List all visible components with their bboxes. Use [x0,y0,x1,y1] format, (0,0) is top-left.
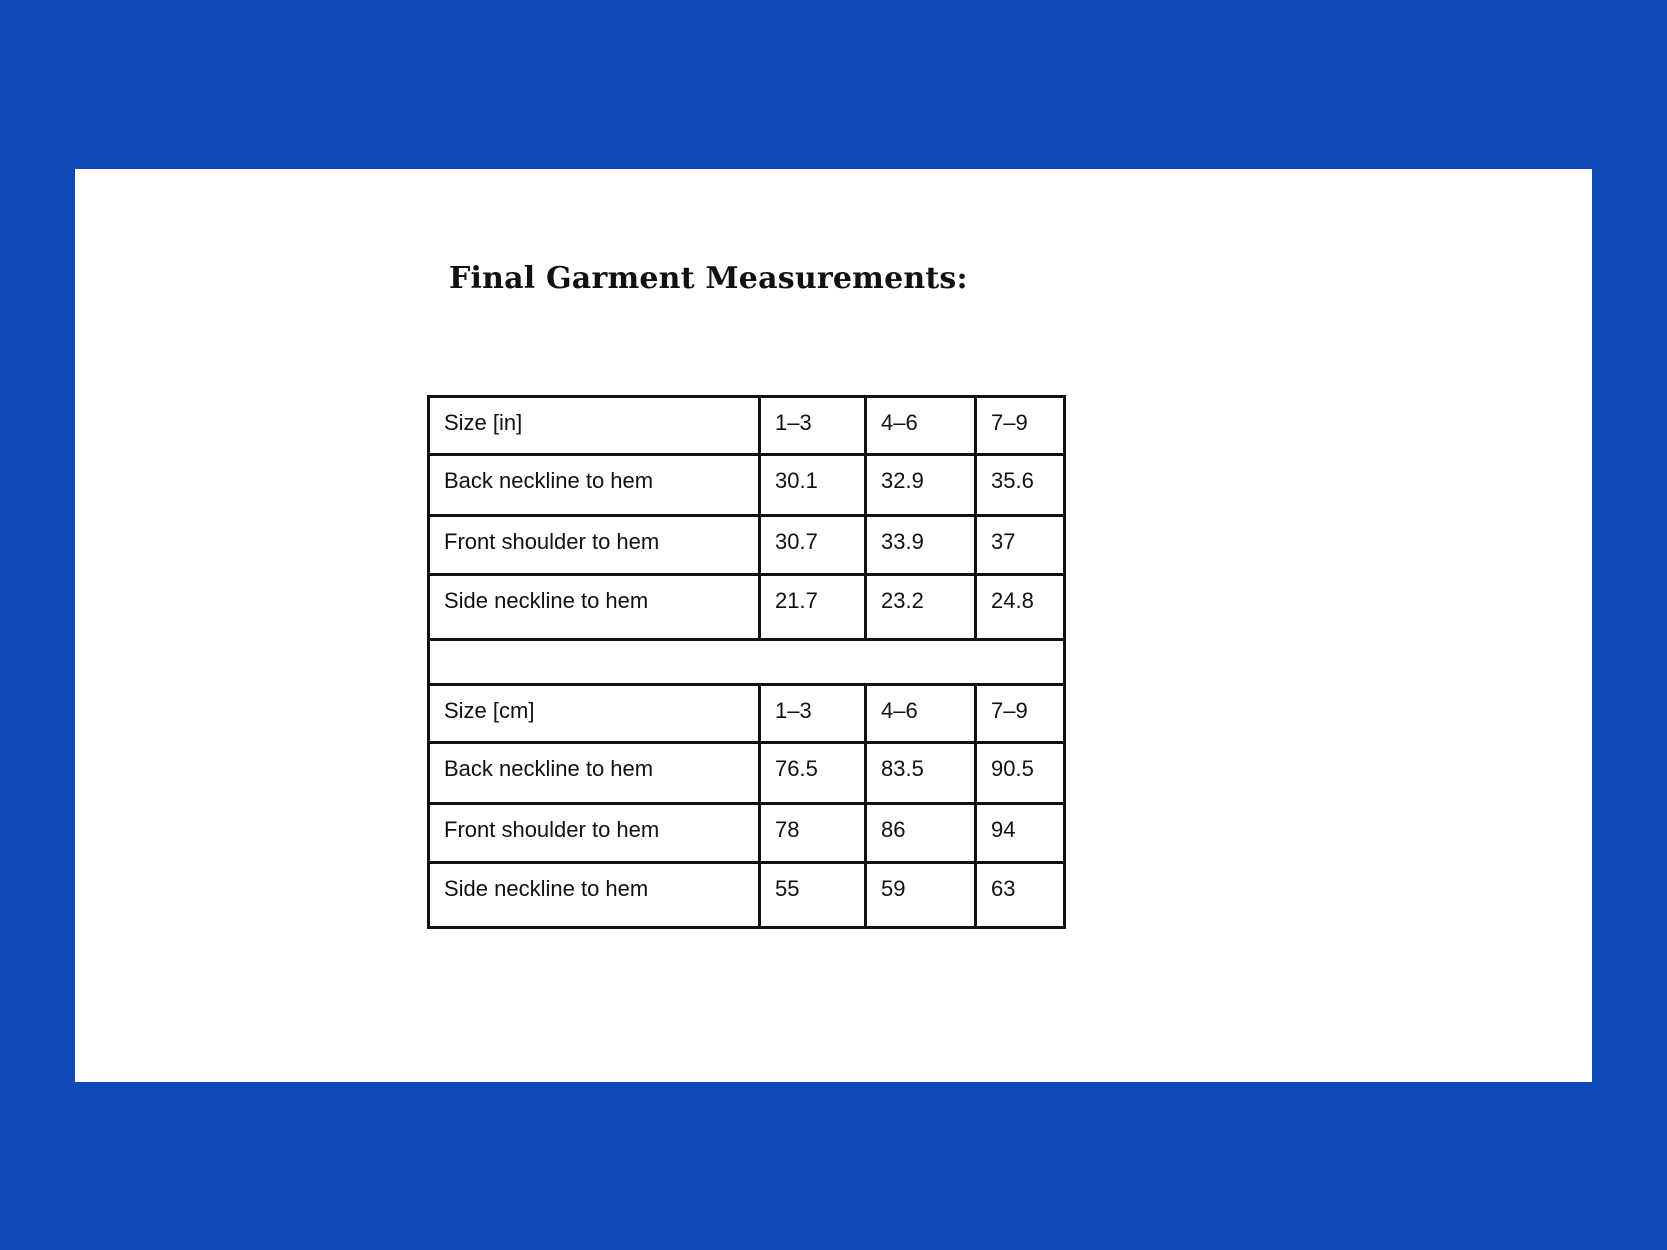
table-row [429,575,1065,640]
size-column-header: 7–9 [976,397,1065,455]
measurement-value: 63 [976,863,1065,928]
measurement-value: 86 [866,804,976,863]
measurement-value: 24.8 [976,575,1065,640]
table-row [429,804,1065,863]
measurement-value: 55 [760,863,866,928]
size-column-header: 1–3 [760,685,866,743]
measurement-value: 30.1 [760,455,866,516]
measurement-label: Back neckline to hem [429,455,760,516]
measurement-value: 59 [866,863,976,928]
measurement-value: 83.5 [866,743,976,804]
measurement-value: 32.9 [866,455,976,516]
separator-cell [429,640,1065,685]
table-row [429,455,1065,516]
table-header-row-centimeters [429,685,1065,743]
table-row [429,863,1065,928]
table-row [429,516,1065,575]
measurement-value: 30.7 [760,516,866,575]
measurement-value: 23.2 [866,575,976,640]
page-title: Final Garment Measurements: [449,261,968,296]
document-page [75,169,1592,1082]
size-column-header: 4–6 [866,397,976,455]
measurement-value: 94 [976,804,1065,863]
size-unit-label-inches: Size [in] [429,397,760,455]
measurement-value: 21.7 [760,575,866,640]
measurement-value: 90.5 [976,743,1065,804]
table-row [429,743,1065,804]
measurement-label: Back neckline to hem [429,743,760,804]
measurement-label: Side neckline to hem [429,863,760,928]
measurement-value: 33.9 [866,516,976,575]
size-unit-label-centimeters: Size [cm] [429,685,760,743]
measurement-value: 35.6 [976,455,1065,516]
separator-row [429,640,1065,685]
table-header-row-inches [429,397,1065,455]
measurement-value: 37 [976,516,1065,575]
measurement-label: Front shoulder to hem [429,516,760,575]
measurement-label: Front shoulder to hem [429,804,760,863]
measurement-value: 78 [760,804,866,863]
measurements-table [427,395,1066,929]
size-column-header: 1–3 [760,397,866,455]
size-column-header: 7–9 [976,685,1065,743]
measurement-label: Side neckline to hem [429,575,760,640]
size-column-header: 4–6 [866,685,976,743]
measurement-value: 76.5 [760,743,866,804]
